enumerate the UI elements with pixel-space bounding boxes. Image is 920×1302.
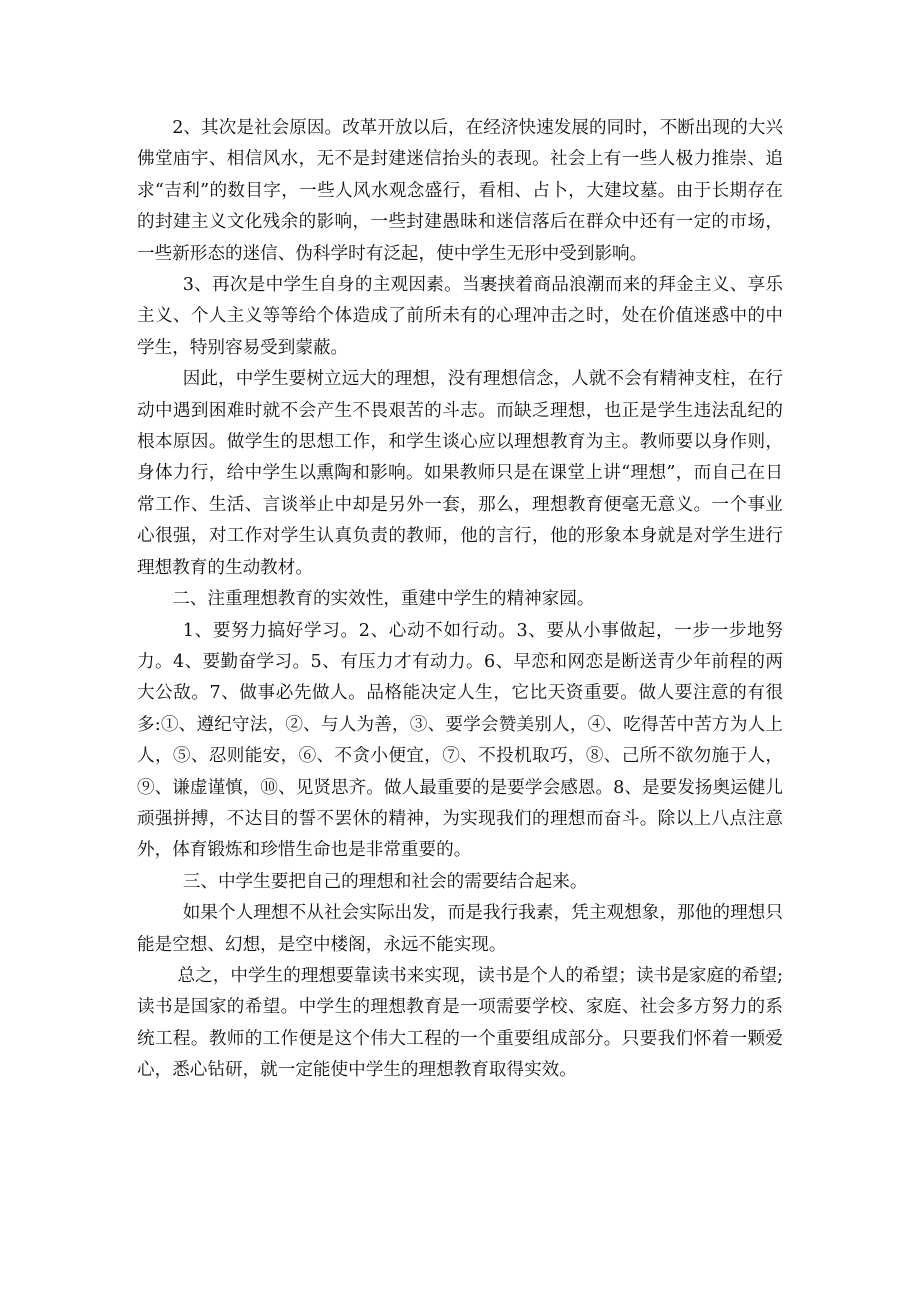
- section-heading-two: 二、注重理想教育的实效性，重建中学生的精神家园。: [172, 589, 595, 610]
- paragraph-personal-ideals: 如果个人理想不从社会实际出发，而是我行我素，凭主观想象，那他的理想只能是空想、幻想，是空中楼阁，永远不能实现。: [137, 903, 783, 955]
- paragraph-social-reasons: 2、其次是社会原因。改革开放以后，在经济快速发展的同时，不断出现的大兴佛堂庙宇、相信风水，无不是封建迷信抬头的表现。社会上有一些人极力推崇、追求“吉利”的数目字，一些人风水观念盛行，看相、占卜，大建坟墓。由于长期存在的封建主义文化残余的影响，一些封建愚昧和迷信落后在群众中还有一定的市场，一些新形态的迷信、伪科学时有泛起，使中学生无形中受到影响。: [137, 118, 783, 264]
- paragraph-eight-points: 1、要努力搞好学习。2、心动不如行动。3、要从小事做起，一步一步地努力。4、要勤奋学习。5、有压力才有动力。6、早恋和网恋是断送青少年前程的两大公敌。7、做事必先做人。品格能决定人生，它比天资重要。做人要注意的有很多:①、遵纪守法，②、与人为善，③、要学会赞美别人，④、吃得苦中苦方为人上人，⑤、忍则能安，⑥、不贪小便宜，⑦、不投机取巧，⑧、己所不欲勿施于人，⑨、谦虚谨慎，⑩、见贤思齐。做人最重要的是要学会感恩。8、是要发扬奥运健儿顽强拼搏，不达目的誓不罢休的精神，为实现我们的理想而奋斗。除以上八点注意外，体育锻炼和珍惜生命也是非常重要的。: [137, 620, 783, 861]
- paragraph-subjective-factors: 3、再次是中学生自身的主观因素。当裹挟着商品浪潮而来的拜金主义、享乐主义、个人主义等等给个体造成了前所未有的心理冲击之时，处在价值迷惑中的中学生，特别容易受到蒙蔽。: [137, 275, 783, 358]
- paragraph-conclusion: 总之，中学生的理想要靠读书来实现，读书是个人的希望；读书是家庭的希望; 读书是国家的希望。中学生的理想教育是一项需要学校、家庭、社会多方努力的系统工程。教师的工作便是这个伟大工程的一个重要组成部分。只要我们怀着一颗爱心，悉心钻研，就一定能使中学生的理想教育取得实效。: [137, 965, 783, 1081]
- document-body: [137, 113, 783, 1087]
- paragraph-therefore: 因此，中学生要树立远大的理想，没有理想信念，人就不会有精神支柱，在行动中遇到困难时就不会产生不畏艰苦的斗志。而缺乏理想，也正是学生违法乱纪的根本原因。做学生的思想工作，和学生谈心应以理想教育为主。教师要以身作则，身体力行，给中学生以熏陶和影响。如果教师只是在课堂上讲“理想”，而自己在日常工作、生活、言谈举止中却是另外一套，那么，理想教育便毫无意义。一个事业心很强，对工作对学生认真负责的教师，他的言行，他的形象本身就是对学生进行理想教育的生动教材。: [137, 369, 783, 578]
- section-heading-three: 三、中学生要把自己的理想和社会的需要结合起来。: [182, 871, 588, 892]
